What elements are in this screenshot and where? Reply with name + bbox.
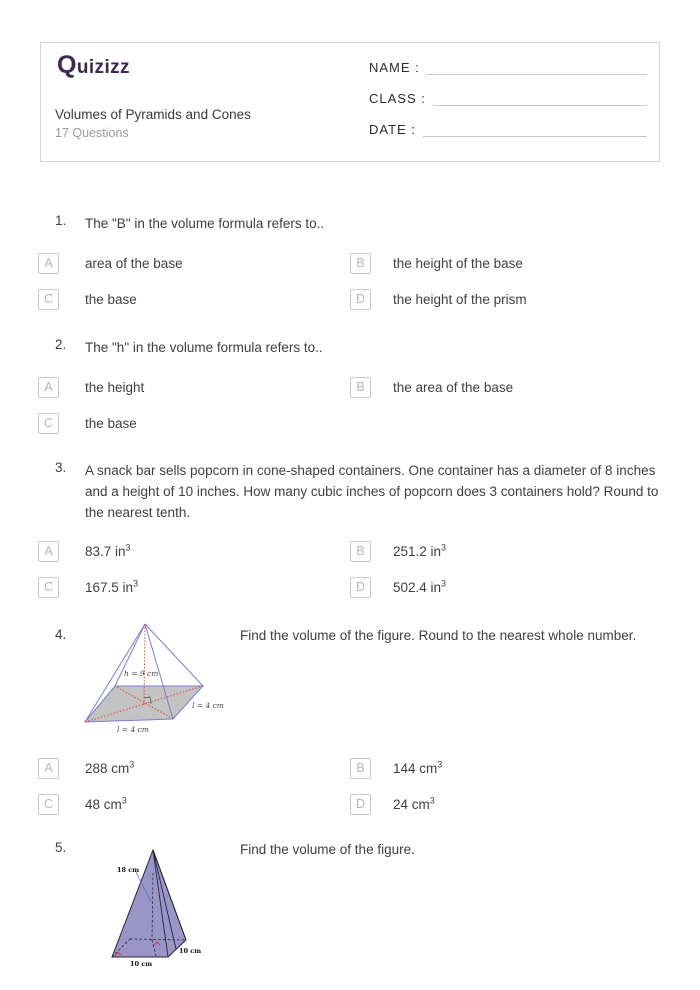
question-3-option-d [350,576,446,598]
question-2-number: 2. [55,337,67,352]
option-c-box[interactable]: C [38,413,59,434]
option-a-box[interactable]: A [38,758,59,779]
option-d-text [393,797,435,812]
option-a-text [85,761,134,776]
date-field [369,121,647,137]
question-2-option-a [38,376,144,398]
question-1-option-c [38,288,137,310]
option-d-box[interactable]: D [350,794,371,815]
worksheet-header [40,42,660,162]
option-b-box[interactable]: B [350,758,371,779]
cubed-superscript: 3 [437,759,443,769]
option-d-text: the height of the prism [393,291,527,307]
base-length-label: l = 4 cm [117,725,149,734]
question-5-number: 5. [55,840,67,855]
base-length-label: 10 cm [130,960,153,968]
question-3-option-b [350,540,446,562]
option-b-box[interactable]: B [350,541,371,562]
option-c-box[interactable]: C [38,794,59,815]
question-3-option-c [38,576,138,598]
date-input-line[interactable] [423,121,647,137]
option-value: 502.4 in [393,579,442,595]
option-b-box[interactable]: B [350,253,371,274]
option-b-text [393,761,442,776]
option-c-text [85,580,138,595]
square-pyramid-figure [80,617,240,742]
option-value: 167.5 in [85,579,134,595]
option-value: 288 cm [85,760,130,776]
question-count: 17 Questions [55,126,129,140]
cubed-superscript: 3 [125,542,131,552]
option-b-text: the height of the base [393,255,523,271]
option-a-box[interactable]: A [38,377,59,398]
question-3-option-a [38,540,131,562]
worksheet-title: Volumes of Pyramids and Cones [55,107,251,122]
option-value: 24 cm [393,796,430,812]
question-1-option-b [350,252,523,274]
question-3-number: 3. [55,460,67,475]
option-d-text [393,580,446,595]
question-1-number: 1. [55,213,67,228]
option-b-box[interactable]: B [350,377,371,398]
option-a-box[interactable]: A [38,253,59,274]
question-1-option-d [350,288,527,310]
question-5-text: Find the volume of the figure. [240,842,415,857]
question-1-text: The "B" in the volume formula refers to.. [85,216,325,231]
question-2-text: The "h" in the volume formula refers to.. [85,340,323,355]
question-4-text: Find the volume of the figure. Round to the nearest whole number. [240,628,637,643]
class-input-line[interactable] [433,90,647,106]
option-value: 144 cm [393,760,438,776]
option-value: 251.2 in [393,543,442,559]
option-d-box[interactable]: D [350,289,371,310]
cubed-superscript: 3 [129,759,135,769]
question-4-option-c [38,793,127,815]
class-field-label: CLASS : [369,91,426,106]
option-c-text: the base [85,291,137,307]
name-input-line[interactable] [427,59,647,75]
cubed-superscript: 3 [429,795,435,805]
cubed-superscript: 3 [121,795,127,805]
slant-height-label: 18 cm [117,866,140,874]
option-d-box[interactable]: D [350,577,371,598]
option-c-text: the base [85,415,137,431]
solid-pyramid-figure [105,845,205,975]
question-2-option-c [38,412,137,434]
question-3-text: A snack bar sells popcorn in cone-shaped containers. One container has a diameter of 8 inches and a height of 10 inches. How many cubic inches of popcorn does 3 containers hold? Round to the nearest tenth. [85,463,659,520]
option-a-text: the height [85,379,145,395]
cubed-superscript: 3 [441,578,447,588]
question-4-option-a [38,757,134,779]
option-c-box[interactable]: C [38,289,59,310]
question-4-option-d [350,793,435,815]
option-a-text [85,544,131,559]
question-4-number: 4. [55,627,67,642]
question-1-option-a [38,252,183,274]
cubed-superscript: 3 [133,578,139,588]
question-2-option-b [350,376,513,398]
question-4-option-b [350,757,442,779]
side-length-label: 10 cm [179,947,202,955]
cubed-superscript: 3 [441,542,447,552]
option-a-text: area of the base [85,255,183,271]
name-field-label: NAME : [369,60,420,75]
option-value: 48 cm [85,796,122,812]
option-b-text: the area of the base [393,379,514,395]
option-c-box[interactable]: C [38,577,59,598]
side-length-label: l = 4 cm [192,701,224,710]
option-c-text [85,797,127,812]
height-label: h = 9 cm [124,669,159,678]
option-a-box[interactable]: A [38,541,59,562]
date-field-label: DATE : [369,122,416,137]
quizizz-logo: Quizizz [57,51,130,79]
name-field [369,59,647,75]
option-value: 83.7 in [85,543,126,559]
class-field [369,90,647,106]
option-b-text [393,544,446,559]
